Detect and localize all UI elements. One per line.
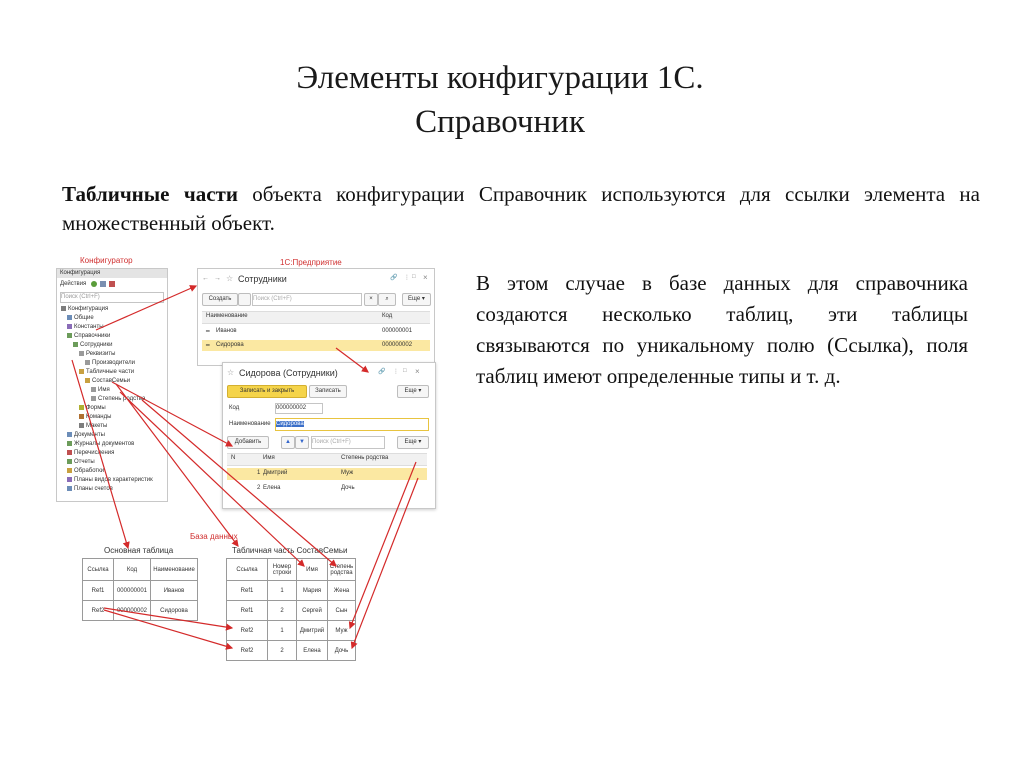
configurator-panel-title: Конфигурация — [60, 270, 101, 276]
tree-item[interactable] — [61, 440, 165, 449]
move-up-icon[interactable]: ▲ — [281, 436, 295, 449]
part-cell: Дочь — [328, 641, 356, 661]
tree-node-icon — [67, 468, 72, 473]
tree-item-label: Команды — [86, 414, 112, 420]
title-line-2: Справочник — [415, 104, 585, 140]
edit-icon[interactable] — [100, 281, 106, 287]
col-relation: Степень родства — [341, 455, 389, 461]
intro-bold-term: Табличные части — [62, 182, 238, 206]
slide-title — [0, 56, 1000, 144]
configuration-tree — [61, 305, 165, 494]
tree-node-icon — [79, 369, 84, 374]
tree-item[interactable] — [61, 485, 165, 494]
tree-node-icon — [67, 477, 72, 482]
list-col-name: Наименование — [206, 313, 248, 319]
main-header-cell: Код — [114, 559, 151, 581]
tree-item[interactable] — [61, 404, 165, 413]
part-cell: Ref1 — [227, 581, 268, 601]
save-button[interactable]: Записать — [309, 385, 347, 398]
tree-item-label: Константы — [74, 324, 104, 330]
tree-item[interactable] — [61, 476, 165, 485]
code-field[interactable]: 000000002 — [275, 403, 323, 414]
form-link-icon[interactable]: 🔗 — [378, 369, 386, 375]
tree-item[interactable] — [61, 368, 165, 377]
tree-item[interactable] — [61, 449, 165, 458]
part-cell: 1 — [268, 581, 297, 601]
tree-item[interactable] — [61, 386, 165, 395]
close-icon[interactable]: × — [423, 273, 428, 282]
tree-item[interactable] — [61, 467, 165, 476]
tree-item-label: СоставСемьи — [92, 378, 131, 384]
menu-icon[interactable]: ⋮ — [404, 275, 410, 281]
name-field-value: Сидорова — [276, 421, 304, 427]
main-table — [82, 558, 198, 621]
tree-item[interactable] — [61, 332, 165, 341]
col-name: Имя — [263, 455, 275, 461]
list-title: Сотрудники — [238, 274, 287, 284]
favorite-star-icon[interactable]: ☆ — [226, 274, 234, 283]
form-close-icon[interactable]: × — [415, 367, 420, 376]
element-form-window — [222, 362, 436, 509]
part-table-caption: Табличная часть СоставСемьи — [232, 546, 348, 555]
title-line-1: Элементы конфигурации 1С. — [296, 60, 704, 96]
main-cell: Ref2 — [83, 601, 114, 621]
part-cell: 2 — [268, 601, 297, 621]
tree-item[interactable] — [61, 359, 165, 368]
tree-node-icon — [79, 414, 84, 419]
more-button[interactable]: Еще ▾ — [402, 293, 431, 306]
configurator-window — [56, 268, 168, 502]
part-header-cell: Степень родства — [328, 559, 356, 581]
tree-item-label: Конфигурация — [68, 306, 109, 312]
tree-node-icon — [79, 405, 84, 410]
tree-item-label: Отчеты — [74, 459, 95, 465]
nav-forward-icon[interactable]: → — [214, 275, 221, 282]
part-cell: Сын — [328, 601, 356, 621]
table-more-label: Еще — [404, 439, 417, 445]
part-cell: 1 — [268, 621, 297, 641]
delete-icon[interactable] — [109, 281, 115, 287]
tree-node-icon — [67, 450, 72, 455]
tree-item-label: Табличные части — [86, 369, 135, 375]
enterprise-window-title: 1С:Предприятие — [280, 258, 342, 267]
part-cell: Дмитрий — [297, 621, 328, 641]
tree-item[interactable] — [61, 458, 165, 467]
tree-node-icon — [79, 423, 84, 428]
clear-search-icon[interactable]: × — [364, 293, 378, 306]
tree-item-label: Имя — [98, 387, 110, 393]
tree-item[interactable] — [61, 305, 165, 314]
part-header-cell: Ссылка — [227, 559, 268, 581]
tree-item[interactable] — [61, 413, 165, 422]
col-n: N — [231, 455, 236, 461]
intro-paragraph — [62, 180, 980, 238]
tree-item[interactable] — [61, 323, 165, 332]
configurator-window-title: Конфигуратор — [80, 256, 133, 265]
create-button[interactable]: Создать — [202, 293, 238, 306]
tree-item-label: Формы — [86, 405, 106, 411]
part-cell: Елена — [297, 641, 328, 661]
tree-item-label: Сотрудники — [80, 342, 113, 348]
tree-node-icon — [67, 486, 72, 491]
tree-item-label: Справочники — [74, 333, 111, 339]
code-label: Код — [229, 405, 240, 411]
save-close-button[interactable]: Записать и закрыть — [227, 385, 307, 398]
part-cell: Ref1 — [227, 601, 268, 621]
link-icon[interactable]: 🔗 — [390, 275, 398, 281]
add-button[interactable]: Добавить — [227, 436, 269, 449]
form-menu-icon[interactable]: ⋮ — [393, 369, 399, 375]
main-cell: Сидорова — [151, 601, 198, 621]
part-cell: Ref2 — [227, 641, 268, 661]
main-table-caption: Основная таблица — [104, 546, 174, 555]
part-cell: Мария — [297, 581, 328, 601]
tree-item-label: Степень родства — [98, 396, 146, 402]
part-cell: Жена — [328, 581, 356, 601]
tree-item-label: Макеты — [86, 423, 108, 429]
side-explanation: В этом случае в базе данных для справочника создаются несколько таблиц, эти таблицы связываются по уникальному полю (Ссылка), поля таблиц имеют определенные типы и т. д. — [476, 271, 968, 388]
tree-node-icon — [67, 432, 72, 437]
tree-node-icon — [67, 459, 72, 464]
main-cell: Иванов — [151, 581, 198, 601]
tree-node-icon — [67, 315, 72, 320]
table-more-button[interactable]: Еще ▾ — [397, 436, 429, 449]
main-header-cell: Наименование — [151, 559, 198, 581]
part-cell: 2 — [268, 641, 297, 661]
part-cell: Сергей — [297, 601, 328, 621]
part-cell: Ref2 — [227, 621, 268, 641]
tree-item[interactable] — [61, 431, 165, 440]
tree-item-label: Производители — [92, 360, 135, 366]
nav-back-icon[interactable]: ← — [202, 275, 209, 282]
list-search-input[interactable]: Поиск (Ctrl+F) — [252, 293, 362, 306]
tree-node-icon — [85, 360, 90, 365]
tree-node-icon — [91, 387, 96, 392]
tree-item[interactable] — [61, 395, 165, 404]
name-label: Наименование — [229, 421, 271, 427]
tree-item-label: Перечисления — [74, 450, 115, 456]
tree-item[interactable] — [61, 314, 165, 323]
tree-node-icon — [85, 378, 90, 383]
search-icon[interactable]: ⌕ — [378, 293, 396, 306]
name-field[interactable] — [275, 418, 429, 431]
tree-node-icon — [79, 351, 84, 356]
tree-item[interactable] — [61, 377, 165, 386]
tree-node-icon — [73, 342, 78, 347]
maximize-icon[interactable]: □ — [412, 274, 416, 280]
tree-node-icon — [67, 441, 72, 446]
table-part-row-selected[interactable]: 1 Дмитрий Муж — [227, 468, 427, 480]
tree-node-icon — [67, 333, 72, 338]
table-part-row[interactable]: 2 Елена Дочь — [257, 485, 355, 491]
main-cell: 000000001 — [114, 581, 151, 601]
part-table — [226, 558, 356, 661]
form-search-input[interactable]: Поиск (Ctrl+F) — [311, 436, 385, 449]
tree-item[interactable] — [61, 350, 165, 359]
more-button-label: Еще — [408, 296, 421, 302]
add-icon[interactable] — [91, 281, 97, 287]
part-cell: Муж — [328, 621, 356, 641]
main-cell: Ref1 — [83, 581, 114, 601]
tree-node-icon — [67, 324, 72, 329]
tree-item-label: Журналы документов — [74, 441, 135, 447]
tree-item-label: Планы счетов — [74, 486, 113, 492]
enterprise-list-window — [197, 268, 435, 366]
intro-rest: объекта конфигурации Справочник используются для ссылки элемента на множественный объект. — [62, 182, 980, 235]
list-row-selected[interactable]: ━ Сидорова 000000002 — [202, 340, 430, 351]
list-col-code: Код — [382, 313, 393, 319]
list-row[interactable]: ━ Иванов 000000001 — [206, 328, 413, 335]
main-cell: 000000002 — [114, 601, 151, 621]
form-more-label: Еще — [404, 388, 417, 394]
part-header-cell: Имя — [297, 559, 328, 581]
tree-item[interactable] — [61, 422, 165, 431]
actions-menu[interactable]: Действия — [60, 281, 87, 287]
tree-item-label: Общие — [74, 315, 94, 321]
move-down-icon[interactable]: ▼ — [295, 436, 309, 449]
tree-item-label: Реквизиты — [86, 351, 116, 357]
form-title: Сидорова (Сотрудники) — [239, 368, 338, 378]
main-header-cell: Ссылка — [83, 559, 114, 581]
database-caption: База данных — [190, 532, 238, 541]
form-maximize-icon[interactable]: □ — [403, 368, 407, 374]
tree-node-icon — [61, 306, 66, 311]
form-more-button[interactable]: Еще ▾ — [397, 385, 429, 398]
tree-item-label: Планы видов характеристик — [74, 477, 153, 483]
tree-node-icon — [91, 396, 96, 401]
form-star-icon[interactable]: ☆ — [227, 368, 235, 377]
tree-item[interactable] — [61, 341, 165, 350]
tree-item-label: Документы — [74, 432, 105, 438]
tree-item-label: Обработки — [74, 468, 105, 474]
configurator-search-input[interactable]: Поиск (Ctrl+F) — [60, 292, 164, 303]
part-header-cell: Номер строки — [268, 559, 297, 581]
copy-icon[interactable] — [238, 293, 251, 306]
